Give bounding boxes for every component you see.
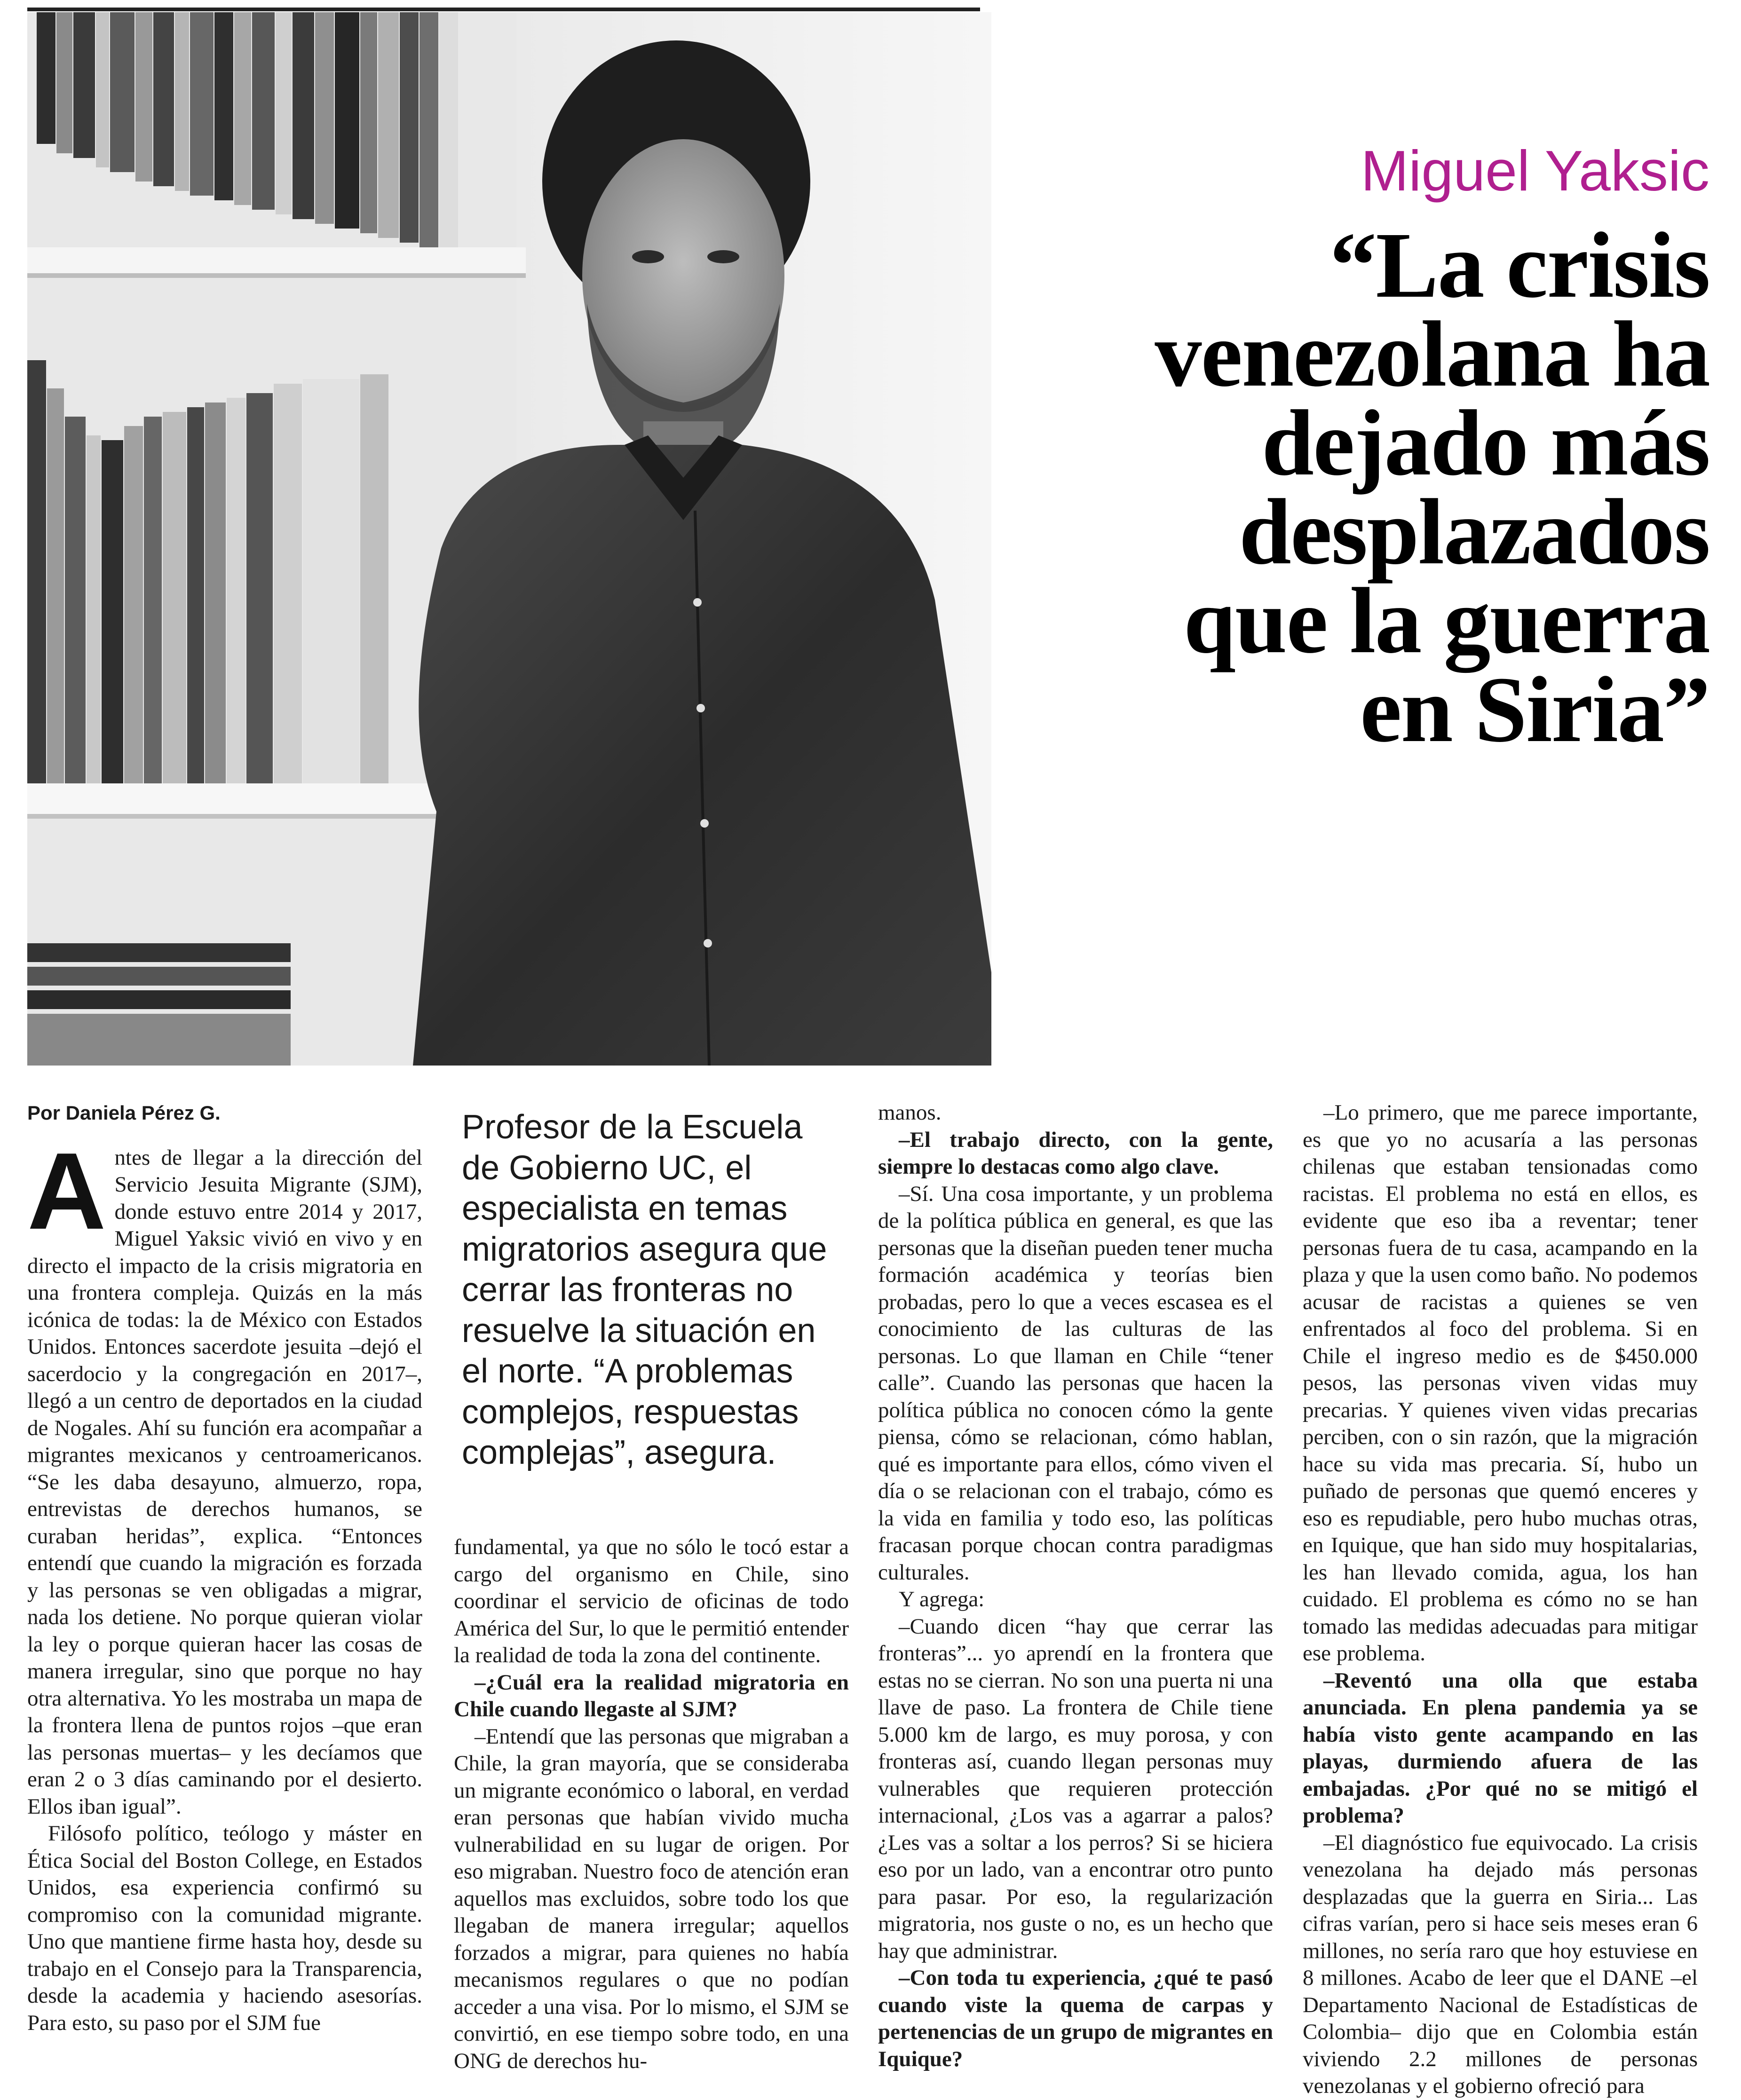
interview-question: –¿Cuál era la realidad migratoria en Chile cuando llegaste al SJM? xyxy=(454,1670,849,1721)
interview-question: –Reventó una olla que estaba anunciada. En plena pandemia ya se había visto gente acampando en las playas, durmiendo afuera de las embajadas. ¿Por qué no se mitigó el problema? xyxy=(1303,1668,1698,1828)
paragraph: Filósofo político, teólogo y máster en Ética Social del Boston College, en Estados Unidos, esa experiencia confirmó su compromiso con la comunidad migrante. Uno que mantiene firme hasta hoy, desde su trabajo en el Consejo para la Transparencia, desde la academia y haciendo asesorías. Para esto, su paso por el SJM fue xyxy=(27,1821,422,2035)
paragraph-text: ntes de llegar a la dirección del Servicio Jesuita Migrante (SJM), donde estuvo entre 2014 y 2017, Miguel Yaksic vivió en vivo y en directo el impacto de la crisis migratoria en una frontera compleja. Quizás en la más icónica de todas: la de México con Estados Unidos. Entonces sacerdote jesuita –dejó el sacerdocio y la congregación en 2017–, llegó a un centro de deportados en la ciudad de Nogales. Ahí su función era acompañar a migrantes mexicanos y centroamericanos. “Se les daba desayuno, almuerzo, ropa, entrevistas de derechos humanos, se curaban heridas”, explica. “Entonces entendí que cuando la migración es forzada y las personas se ven obligadas a migrar, nada los detiene. No porque quieran violar la ley o porque quieran hacer las cosas de manera irregular, sino que porque no hay otra alternativa. Yo les mostraba un mapa de la frontera llena de puntos rojos –que eran las personas muertas– y les decíamos que eran 2 o 3 días caminando por el desierto. Ellos iban igual”. xyxy=(27,1145,422,1819)
headline xyxy=(992,213,1709,762)
interviewee-name: Miguel Yaksic xyxy=(1361,139,1709,203)
article-column-4 xyxy=(1303,1099,1698,2100)
paragraph: fundamental, ya que no sólo le tocó estar a cargo del organismo en Chile, sino coordinar el servicio de oficinas de todo América del Sur, lo que le permitió entender la realidad de toda la zona del continente. xyxy=(454,1535,849,1667)
drop-cap: A xyxy=(27,1130,106,1252)
headline-line: que la guerra xyxy=(1183,569,1709,673)
headline-line: venezolana ha xyxy=(1155,302,1709,406)
paragraph xyxy=(27,1130,422,1821)
paragraph: manos. xyxy=(878,1100,942,1125)
headline-line: en Siria” xyxy=(1360,658,1709,762)
pull-quote: Profesor de la Escuela de Gobierno UC, el especialista en temas migratorios asegura que cerrar las fronteras no resuelve la situación en el norte. “A problemas complejos, respuestas complejas”, asegura. xyxy=(462,1108,827,1471)
article-column-2 xyxy=(454,1534,849,2075)
article-column-3 xyxy=(878,1099,1273,2073)
paragraph: –Entendí que las personas que migraban a Chile, la gran mayoría, que se consideraba un migrante económico o laboral, en verdad eran personas que habían vivido mucha vulnerabilidad en su lugar de origen. Por eso migraban. Nuestro foco de atención eran aquellos mas excluidos, sobre todo los que llegaban de manera irregular; aquellos forzados a migrar, para quienes no había mecanismos regulares o que no podían acceder a una visa. Por lo mismo, el SJM se convirtió, en ese tiempo sobre todo, en una ONG de derechos hu- xyxy=(454,1724,849,2073)
paragraph: –El diagnóstico fue equivocado. La crisis venezolana ha dejado más personas desplazadas que la guerra en Siria... Las cifras varían, pero si hace seis meses eran 6 millones, no sería raro que hoy estuviese en 8 millones. Acabo de leer que el DANE –el Departamento Nacional de Estadísticas de Colombia– dijo que en Colombia están viviendo 2.2 millones de personas venezolanas y el gobierno ofreció para xyxy=(1303,1830,1698,2098)
byline: Por Daniela Pérez G. xyxy=(27,1102,221,1124)
paragraph: –Sí. Una cosa importante, y un problema de la política pública en general, es que las personas que la diseñan pueden tener mucha formación académica y teorías bien probadas, pero lo que a veces escasea es el conocimiento de las culturas de las personas. Lo que llaman en Chile “tener calle”. Cuando las personas que hacen la política pública no conocen cómo la gente piensa, cómo se relacionan, cómo hablan, qué es importante para ellos, cómo viven el día o se relacionan con el trabajo, cómo es la vida en familia y todo eso, las políticas fracasan porque chocan contra paradigmas culturales. xyxy=(878,1181,1273,1585)
interview-question: –El trabajo directo, con la gente, siempre lo destacas como algo clave. xyxy=(878,1127,1273,1179)
headline-line: dejado más xyxy=(1261,391,1709,495)
portrait-photo xyxy=(27,12,1031,1066)
paragraph: –Cuando dicen “hay que cerrar las fronteras”... yo aprendí en la frontera que estas no se cierran. No son una puerta ni una llave de paso. La frontera de Chile tiene 5.000 km de largo, es muy porosa, y con fronteras así, cuando llegan personas muy vulnerables que requieren protección internacional, ¿Los vas a agarrar a palos? ¿Les vas a soltar a los perros? Si se hiciera eso por un lado, van a encontrar otro punto para pasar. Por eso, la regularización migratoria, nos guste o no, es un hecho que hay que administrar. xyxy=(878,1614,1273,1963)
top-rule xyxy=(27,8,980,11)
headline-line: desplazados xyxy=(1239,480,1709,584)
interview-question: –Con toda tu experiencia, ¿qué te pasó cuando viste la quema de carpas y pertenencias de un grupo de migrantes en Iquique? xyxy=(878,1966,1273,2071)
article-column-1 xyxy=(27,1099,422,2037)
paragraph: Y agrega: xyxy=(899,1587,985,1611)
paragraph: –Lo primero, que me parece importante, es que yo no acusaría a las personas chilenas que estaban tensionadas como racistas. El problema no está en ellos, es evidente que eso iba a reventar; tener personas fuera de tu casa, acampando en la plaza y que la usen como baño. No podemos acusar de racistas a quienes se ven enfrentados al foco del problema. Si en Chile el ingreso medio es de $450.000 pesos, las personas viven vidas muy precarias. Y quienes viven vidas precarias perciben, con o sin razón, que la migración hace su vida mas precaria. Sí, hubo un puñado de personas que quemó enceres y eso es repudiable, pero hubo muchas otras, en Iquique, que han sido muy hospitalarias, les han llevado comida, agua, los han cuidado. El problema es cómo no se han tomado las medidas adecuadas para mitigar ese problema. xyxy=(1303,1100,1698,1666)
headline-line: “La crisis xyxy=(1329,213,1709,317)
